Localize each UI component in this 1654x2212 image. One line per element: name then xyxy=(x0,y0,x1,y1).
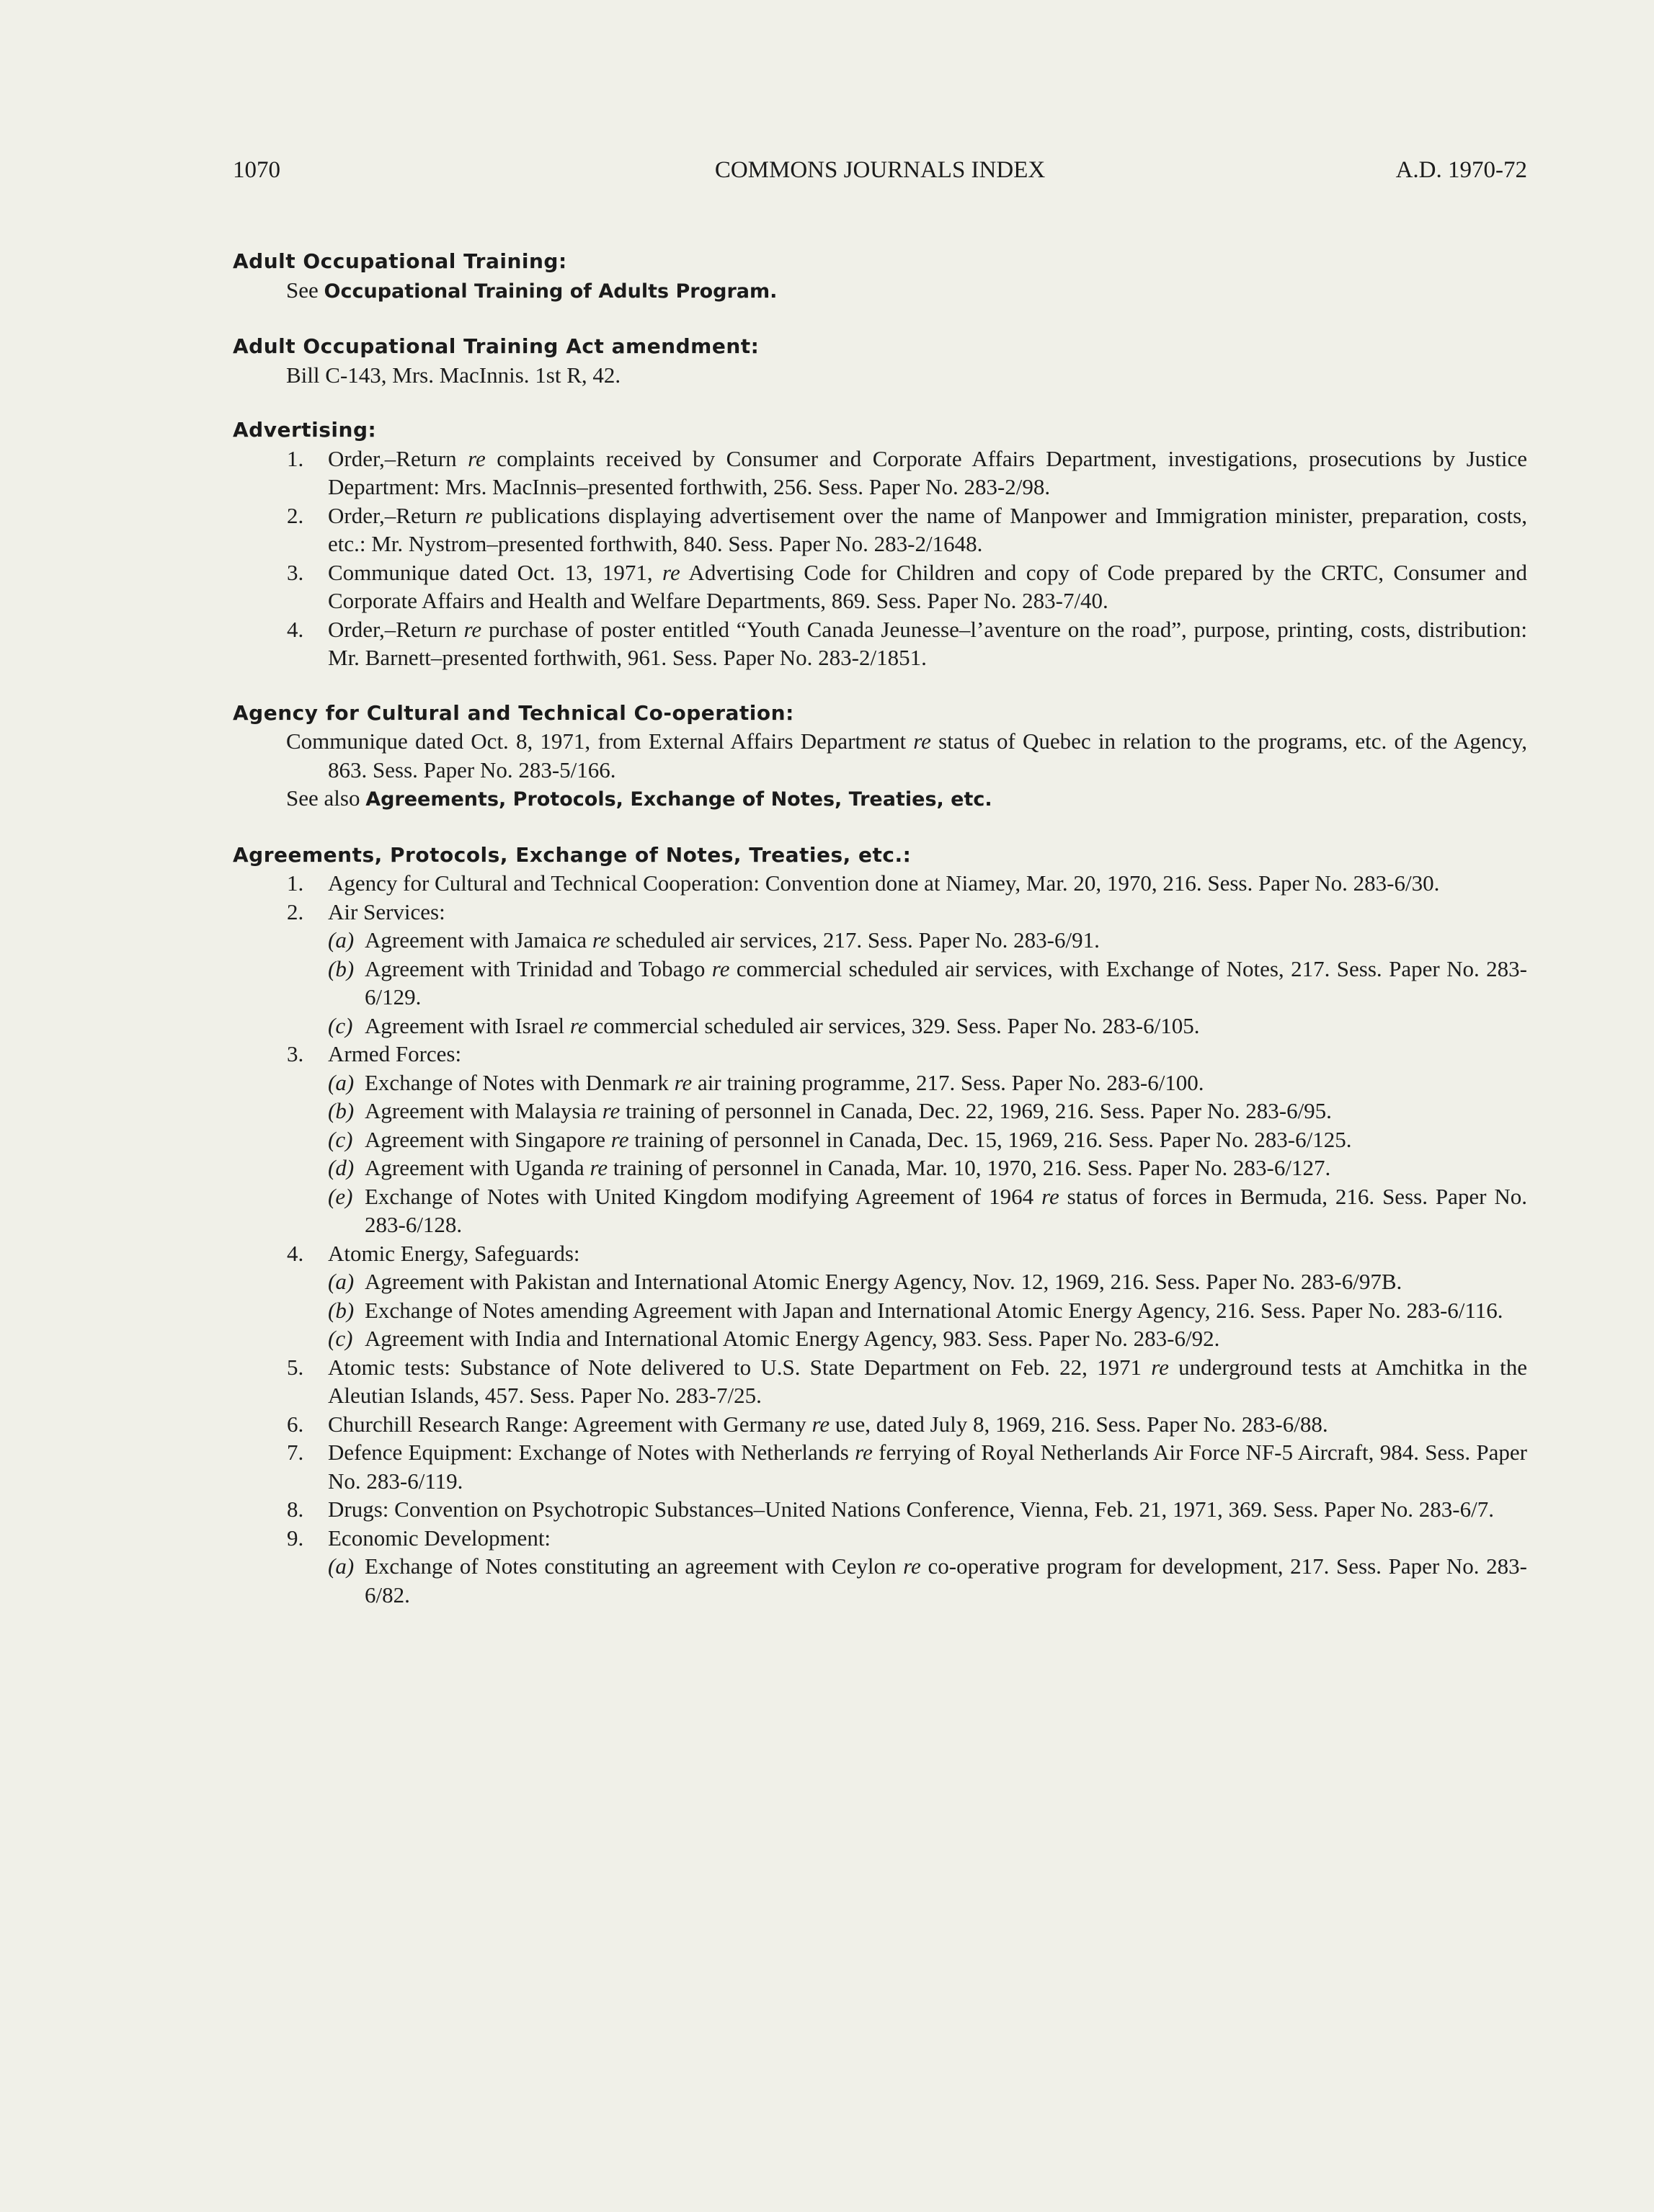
item-number: 7. xyxy=(287,1440,304,1465)
re-word: re xyxy=(1041,1183,1059,1209)
item-text: purchase of poster entitled “Youth Canada Jeunesse–l’aventure on the road”, purpose, printing, costs, distribution: Mr. Barnett–presented forthwith, 961. Sess. Paper No. 283-2/1851. xyxy=(328,616,1527,670)
item-text: Order,–Return xyxy=(328,502,466,528)
item-text: Air Services: xyxy=(328,898,445,924)
sub-letter: (c) xyxy=(328,1126,353,1152)
item-text: Drugs: Convention on Psychotropic Substances–United Nations Conference, Vienna, Feb. 21, 1971, 369. Sess. Paper No. 283-6/7. xyxy=(328,1497,1494,1522)
re-word: re xyxy=(592,927,610,953)
running-head xyxy=(233,157,1527,190)
item-text: co-operative program for development, 217. Sess. Paper No. 283-6/82. xyxy=(365,1553,1527,1607)
re-word: re xyxy=(1151,1354,1169,1380)
item-number: 3. xyxy=(287,1041,304,1066)
re-word: re xyxy=(674,1069,693,1095)
re-word: re xyxy=(463,616,482,642)
re-word: re xyxy=(812,1411,830,1437)
sub-item xyxy=(233,955,1527,1012)
item-text: Agreement with Singapore xyxy=(365,1126,611,1152)
sub-letter: (b) xyxy=(328,1098,355,1123)
index-entry xyxy=(233,247,1527,306)
index-entry xyxy=(233,332,1527,389)
entry-heading: Agreements, Protocols, Exchange of Notes, Treaties, etc.: xyxy=(233,842,912,867)
re-word: re xyxy=(465,502,483,528)
item-text: Atomic Energy, Safeguards: xyxy=(328,1240,580,1266)
item-text: status of Quebec in relation to the programs, etc. of the Agency, 863. Sess. Paper No. 283-5/166. xyxy=(328,728,1527,782)
item-text: Communique dated Oct. 13, 1971, xyxy=(328,559,663,585)
sub-letter: (a) xyxy=(328,927,355,953)
item-number: 4. xyxy=(287,1240,304,1266)
index-content xyxy=(233,247,1527,1636)
see-target: Agreements, Protocols, Exchange of Notes, Treaties, etc. xyxy=(365,788,992,811)
item-text: Order,–Return xyxy=(328,616,464,642)
item-text: Defence Equipment: Exchange of Notes with Netherlands xyxy=(328,1440,855,1465)
item-number: 2. xyxy=(287,898,304,924)
item-text: commercial scheduled air services, 329. Sess. Paper No. 283-6/105. xyxy=(587,1012,1200,1038)
item-number: 1. xyxy=(287,445,304,471)
sub-item xyxy=(233,1296,1527,1325)
item-text: complaints received by Consumer and Corporate Affairs Department, investigations, prosecutions by Justice Department: Mrs. MacInnis–presented forthwith, 256. Sess. Paper No. 283-2/98. xyxy=(328,445,1527,499)
item-text: Armed Forces: xyxy=(328,1041,462,1066)
item-text: Agreement with Pakistan and International Atomic Energy Agency, Nov. 12, 1969, 216. Sess. Paper No. 283-6/97B. xyxy=(365,1269,1402,1294)
re-word: re xyxy=(711,955,730,981)
item-text: training of personnel in Canada, Mar. 10, 1970, 216. Sess. Paper No. 283-6/127. xyxy=(608,1155,1331,1180)
item-text: use, dated July 8, 1969, 216. Sess. Paper No. 283-6/88. xyxy=(830,1411,1328,1437)
item-text: ferrying of Royal Netherlands Air Force NF-5 Aircraft, 984. Sess. Paper No. 283-6/119. xyxy=(328,1440,1527,1494)
re-word: re xyxy=(602,1098,621,1123)
list-item xyxy=(233,615,1527,672)
item-text: Agency for Cultural and Technical Cooperation: Convention done at Niamey, Mar. 20, 1970, 216. Sess. Paper No. 283-6/30. xyxy=(328,870,1440,896)
item-text: status of forces in Bermuda, 216. Sess. Paper No. 283-6/128. xyxy=(365,1183,1527,1237)
index-entry xyxy=(233,699,1527,814)
list-item xyxy=(233,1438,1527,1495)
list-item xyxy=(233,898,1527,927)
sub-letter: (e) xyxy=(328,1183,353,1209)
item-text: Exchange of Notes with Denmark xyxy=(365,1069,675,1095)
cross-reference xyxy=(233,276,1527,306)
index-entry xyxy=(233,416,1527,672)
item-text: underground tests at Amchitka in the Aleutian Islands, 457. Sess. Paper No. 283-7/25. xyxy=(328,1354,1527,1408)
sub-item xyxy=(233,1012,1527,1040)
sub-item xyxy=(233,1182,1527,1239)
re-word: re xyxy=(903,1553,921,1579)
entry-paragraph xyxy=(233,727,1527,784)
list-item xyxy=(233,501,1527,558)
re-word: re xyxy=(662,559,680,585)
item-number: 3. xyxy=(287,559,304,585)
re-word: re xyxy=(610,1126,629,1152)
item-text: Agreement with India and International Atomic Energy Agency, 983. Sess. Paper No. 283-6/92. xyxy=(365,1326,1220,1351)
re-word: re xyxy=(855,1440,873,1465)
item-text: Atomic tests: Substance of Note delivered to U.S. State Department on Feb. 22, 1971 xyxy=(328,1354,1152,1380)
sub-letter: (b) xyxy=(328,955,355,981)
item-text: publications displaying advertisement over the name of Manpower and Immigration minister, preparation, costs, etc.: Mr. Nystrom–presented forthwith, 840. Sess. Paper No. 283-2/1648. xyxy=(328,502,1527,556)
entry-heading: Adult Occupational Training: xyxy=(233,249,567,273)
item-text: Economic Development: xyxy=(328,1525,551,1551)
sub-letter: (a) xyxy=(328,1069,355,1095)
index-entry xyxy=(233,841,1527,1610)
sub-letter: (a) xyxy=(328,1553,355,1579)
journal-title: COMMONS JOURNALS INDEX xyxy=(714,157,1046,183)
re-word: re xyxy=(913,728,931,754)
entry-heading: Advertising: xyxy=(233,418,377,442)
sub-item xyxy=(233,1154,1527,1182)
sub-item xyxy=(233,1125,1527,1154)
list-item xyxy=(233,1239,1527,1268)
item-text: Agreement with Uganda xyxy=(365,1155,590,1180)
item-text: Advertising Code for Children and copy of Code prepared by the CRTC, Consumer and Corporate Affairs and Health and Welfare Departments, 869. Sess. Paper No. 283-7/40. xyxy=(328,559,1527,613)
item-text: Order,–Return xyxy=(328,445,468,471)
sub-letter: (a) xyxy=(328,1269,355,1294)
item-number: 2. xyxy=(287,502,304,528)
item-text: Exchange of Notes constituting an agreement with Ceylon xyxy=(365,1553,904,1579)
item-text: Exchange of Notes amending Agreement with Japan and International Atomic Energy Agency, 216. Sess. Paper No. 283-6/116. xyxy=(365,1297,1503,1323)
item-number: 4. xyxy=(287,616,304,642)
list-item xyxy=(233,558,1527,615)
re-word: re xyxy=(468,445,486,471)
entry-text: Bill C-143, Mrs. MacInnis. 1st R, 42. xyxy=(286,362,621,388)
item-text: commercial scheduled air services, with Exchange of Notes, 217. Sess. Paper No. 283-6/129. xyxy=(365,955,1527,1009)
sub-letter: (b) xyxy=(328,1297,355,1323)
item-number: 1. xyxy=(287,870,304,896)
re-word: re xyxy=(569,1012,588,1038)
item-text: training of personnel in Canada, Dec. 15, 1969, 216. Sess. Paper No. 283-6/125. xyxy=(628,1126,1352,1152)
entry-heading: Agency for Cultural and Technical Co-operation: xyxy=(233,700,794,725)
item-text: Agreement with Israel xyxy=(365,1012,570,1038)
entry-heading: Adult Occupational Training Act amendment: xyxy=(233,334,760,358)
item-number: 9. xyxy=(287,1525,304,1551)
sub-letter: (c) xyxy=(328,1012,353,1038)
item-text: scheduled air services, 217. Sess. Paper No. 283-6/91. xyxy=(610,927,1100,953)
item-text: Agreement with Trinidad and Tobago xyxy=(365,955,712,981)
sub-item xyxy=(233,1097,1527,1125)
cross-reference xyxy=(233,784,1527,814)
see-target: Occupational Training of Adults Program. xyxy=(324,280,778,303)
item-number: 6. xyxy=(287,1411,304,1437)
list-item xyxy=(233,1524,1527,1553)
list-item xyxy=(233,1040,1527,1069)
item-number: 8. xyxy=(287,1497,304,1522)
sub-item xyxy=(233,926,1527,955)
list-item xyxy=(233,1495,1527,1524)
year-range: A.D. 1970-72 xyxy=(1395,157,1527,183)
list-item xyxy=(233,869,1527,898)
sub-item xyxy=(233,1069,1527,1097)
item-number: 5. xyxy=(287,1354,304,1380)
sub-item xyxy=(233,1324,1527,1353)
list-item xyxy=(233,1353,1527,1410)
see-prefix: See xyxy=(286,277,324,303)
list-item xyxy=(233,445,1527,501)
item-text: air training programme, 217. Sess. Paper No. 283-6/100. xyxy=(692,1069,1204,1095)
see-prefix: See also xyxy=(286,785,366,811)
item-text: Churchill Research Range: Agreement with Germany xyxy=(328,1411,812,1437)
re-word: re xyxy=(590,1155,608,1180)
sub-letter: (d) xyxy=(328,1155,355,1180)
sub-letter: (c) xyxy=(328,1326,353,1351)
item-text: Exchange of Notes with United Kingdom modifying Agreement of 1964 xyxy=(365,1183,1042,1209)
sub-item xyxy=(233,1552,1527,1609)
sub-item xyxy=(233,1267,1527,1296)
item-text: Communique dated Oct. 8, 1971, from External Affairs Department xyxy=(286,728,914,754)
item-text: Agreement with Jamaica xyxy=(365,927,592,953)
page-number: 1070 xyxy=(233,157,280,183)
item-text: training of personnel in Canada, Dec. 22, 1969, 216. Sess. Paper No. 283-6/95. xyxy=(620,1098,1332,1123)
list-item xyxy=(233,1410,1527,1439)
item-text: Agreement with Malaysia xyxy=(365,1098,603,1123)
